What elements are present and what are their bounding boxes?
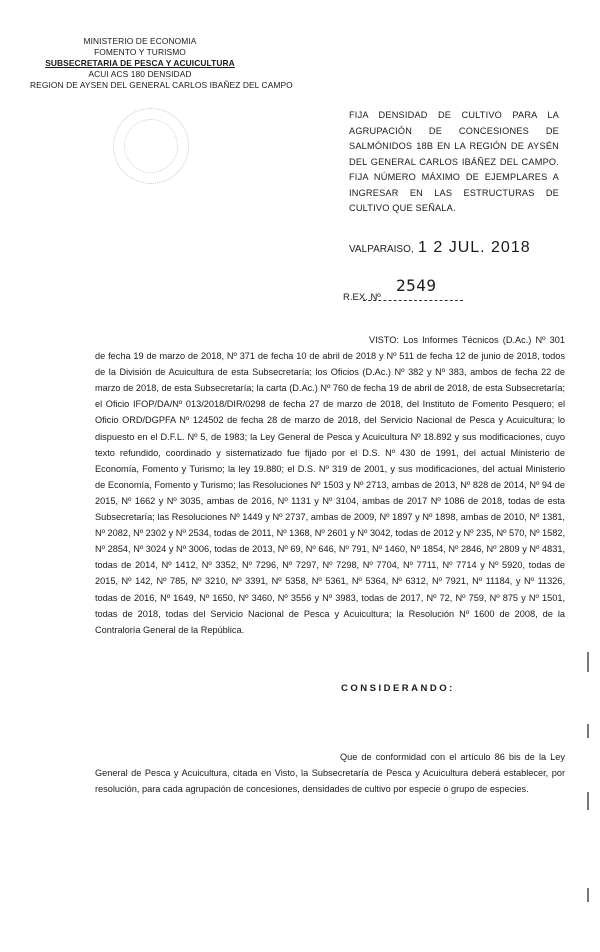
place-label: VALPARAISO, (349, 244, 414, 255)
considerando-paragraph: Que de conformidad con el artículo 86 bis de la Ley General de Pesca y Acuicultura, citada en Visto, la Subsecretaría de Pesca y Acuicultura deberá establecer, por resolución, para cada agrupación de concesiones, densidades de cultivo por especie o grupo de especies. (95, 752, 565, 795)
date-stamp: 1 2 JUL. 2018 (418, 239, 531, 256)
letterhead (30, 36, 293, 91)
file-reference: ACUI ACS 180 DENSIDAD (88, 69, 192, 79)
region-name: REGION DE AYSEN DEL GENERAL CARLOS IBAÑEZ DEL CAMPO (30, 80, 293, 90)
faded-seal-inner-ring (124, 119, 178, 173)
margin-binding-marks (583, 652, 593, 952)
subsecretaria-name: SUBSECRETARIA DE PESCA Y ACUICULTURA (45, 58, 235, 68)
resolution-summary: FIJA DENSIDAD DE CULTIVO PARA LA AGRUPACIÓN DE CONCESIONES DE SALMÓNIDOS 18B EN LA REGIÓN DE AYSÉN DEL GENERAL CARLOS IBÁÑEZ DEL CAMPO. FIJA NÚMERO MÁXIMO DE EJEMPLARES A INGRESAR EN LAS ESTRUCTURAS DE CULTIVO QUE SEÑALA. (349, 110, 559, 213)
ministry-subtitle: FOMENTO Y TURISMO (94, 47, 186, 57)
resolution-label: R.EX. Nº (343, 292, 381, 303)
visto-paragraph: VISTO: Los Informes Técnicos (D.Ac.) Nº 301 de fecha 19 de marzo de 2018, Nº 371 de fecha 10 de abril de 2018 y Nº 511 de fecha 12 de junio de 2018, todos de la División de Acuicultura de esta Subsecretaría; los Oficios (D.Ac.) Nº 382 y Nº 383, ambos de fecha 22 de marzo de 2018, de esta Subsecretaría; la carta (D.Ac.) Nº 760 de fecha 19 de abril de 2018, de esta Subsecretaría; el Oficio IFOP/DA/Nº 013/2018/DIR/0298 de fecha 27 de marzo de 2018, del Instituto de Fomento Pesquero; el Oficio ORD/DGPFA Nº 124502 de fecha 28 de marzo de 2018, del Servicio Nacional de Pesca y Acuicultura; lo dispuesto en el D.F.L. Nº 5, de 1983; la Ley General de Pesca y Acuicultura Nº 18.892 y sus modificaciones, cuyo texto refundido, coordinado y sistematizado fue fijado por el D.S. Nº 430 de 1991, del actual Ministerio de Economía, Fomento y Turismo; la ley 19.880; el D.S. Nº 319 de 2001, y sus modificaciones, del actual Ministerio de Economía, Fomento y Turismo; las Resoluciones Nº 1503 y Nº 2713, ambas de 2013, Nº 828 de 2014, Nº 94 de 2015, Nº 1662 y Nº 3035, ambas de 2016, Nº 1131 y Nº 3104, ambas de 2017 Nº 1086 de 2018, todas de esta Subsecretaría; las Resoluciones Nº 1449 y Nº 2737, ambas de 2009, Nº 1897 y Nº 1898, ambas de 2010, Nº 1381, Nº 2082, Nº 2302 y Nº 2534, todas de 2011, Nº 1368, Nº 2601 y Nº 3042, todas de 2012 y Nº 235, Nº 570, Nº 1582, Nº 2854, Nº 3024 y Nº 3006, todas de 2013, Nº 69, Nº 646, Nº 791, Nº 1460, Nº 1854, Nº 2846, Nº 2809 y Nº 4831, todas de 2014, Nº 1412, Nº 3352, Nº 7296, Nº 7297, Nº 7298, Nº 7704, Nº 7711, Nº 7714 y Nº 5920, todas de 2015, Nº 142, Nº 785, Nº 3210, Nº 3391, Nº 5358, Nº 5361, Nº 5364, Nº 6312, Nº 7921, Nº 11184, y Nº 11326, todas de 2016, Nº 1649, Nº 1650, Nº 3460, Nº 3556 y Nº 3983, todas de 2017, Nº 72, Nº 759, Nº 875 y Nº 1501, todas de 2018, todas del Servicio Nacional de Pesca y Acuicultura; la Resolución Nº 1600 de 2008, de la Contraloría General de la República. (95, 335, 565, 635)
resolution-number-line (363, 300, 463, 301)
considerando-heading: CONSIDERANDO: (341, 683, 455, 694)
ministry-name: MINISTERIO DE ECONOMIA (83, 36, 197, 46)
resolution-number: 2549 (396, 276, 437, 295)
